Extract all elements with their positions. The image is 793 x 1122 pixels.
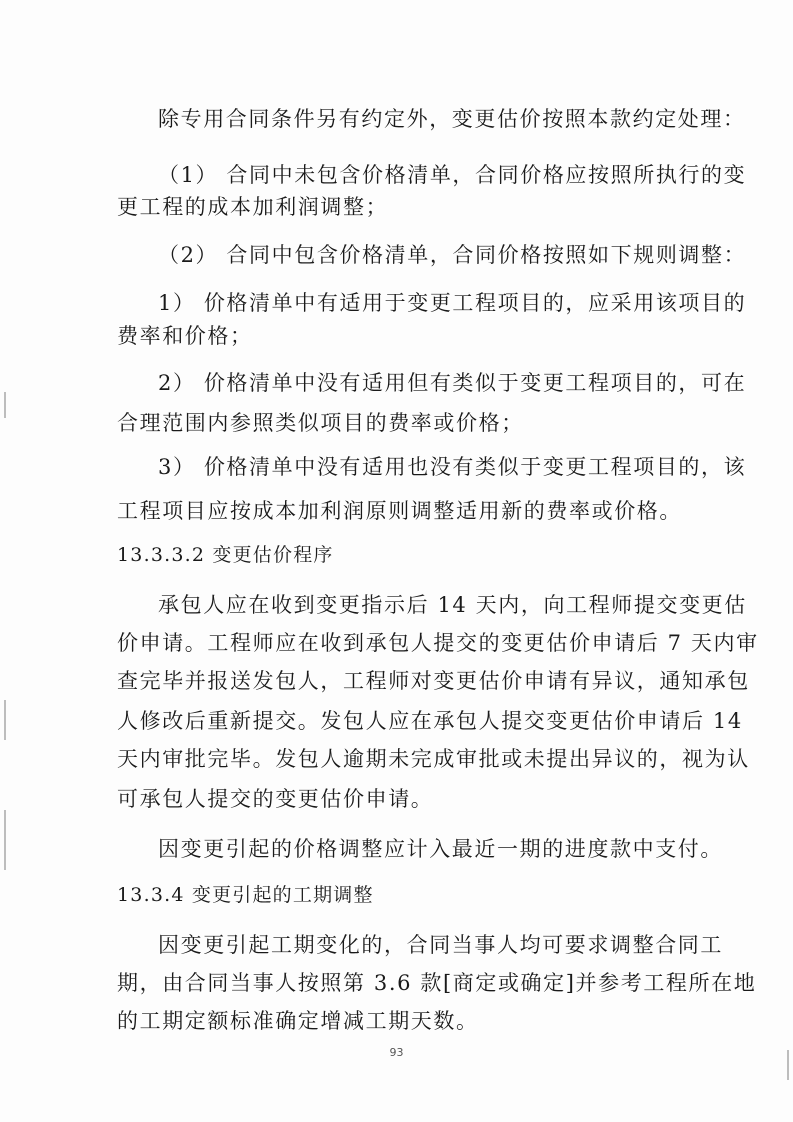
section-heading: 13.3.3.2 变更估价程序 [117,544,334,566]
list-item: 1） 价格清单中有适用于变更工程项目的，应采用该项目的 [158,291,747,315]
section-heading: 13.3.4 变更引起的工期调整 [117,884,374,906]
body-paragraph-continuation: 查完毕并报送发包人，工程师对变更估价申请有异议，通知承包 [117,669,750,693]
list-item-continuation: 工程项目应按成本加利润原则调整适用新的费率或价格。 [117,499,682,523]
body-paragraph: 因变更引起工期变化的，合同当事人均可要求调整合同工 [158,933,723,957]
list-item-continuation: 更工程的成本加利润调整； [117,195,389,219]
list-item-continuation: 费率和价格； [117,324,253,348]
list-item-continuation: 合理范围内参照类似项目的费率或价格； [117,411,524,435]
list-item: 2） 价格清单中没有适用但有类似于变更工程项目的，可在 [158,371,747,395]
body-paragraph-continuation: 价申请。工程师应在收到承包人提交的变更估价申请后 7 天内审 [117,631,759,655]
page-number: 93 [389,1046,404,1059]
body-paragraph-continuation: 人修改后重新提交。发包人应在承包人提交变更估价申请后 14 [117,709,743,733]
list-item: 3） 价格清单中没有适用也没有类似于变更工程项目的，该 [158,455,747,479]
body-paragraph-continuation: 期，由合同当事人按照第 3.6 款[商定或确定]并参考工程所在地 [117,971,757,995]
body-paragraph-continuation: 可承包人提交的变更估价申请。 [117,787,434,811]
body-paragraph: 因变更引起的价格调整应计入最近一期的进度款中支付。 [158,837,723,861]
scan-edge-mark [4,700,6,740]
scan-edge-mark [4,392,6,418]
body-paragraph: 除专用合同条件另有约定外，变更估价按照本款约定处理： [158,107,746,131]
list-item: （1） 合同中未包含价格清单，合同价格应按照所执行的变 [158,163,747,187]
list-item: （2） 合同中包含价格清单，合同价格按照如下规则调整： [158,243,747,267]
body-paragraph: 承包人应在收到变更指示后 14 天内，向工程师提交变更估 [158,593,747,617]
body-paragraph-continuation: 的工期定额标准确定增减工期天数。 [117,1009,479,1033]
body-paragraph-continuation: 天内审批完毕。发包人逾期未完成审批或未提出异议的，视为认 [117,747,750,771]
scan-edge-mark [4,810,6,870]
